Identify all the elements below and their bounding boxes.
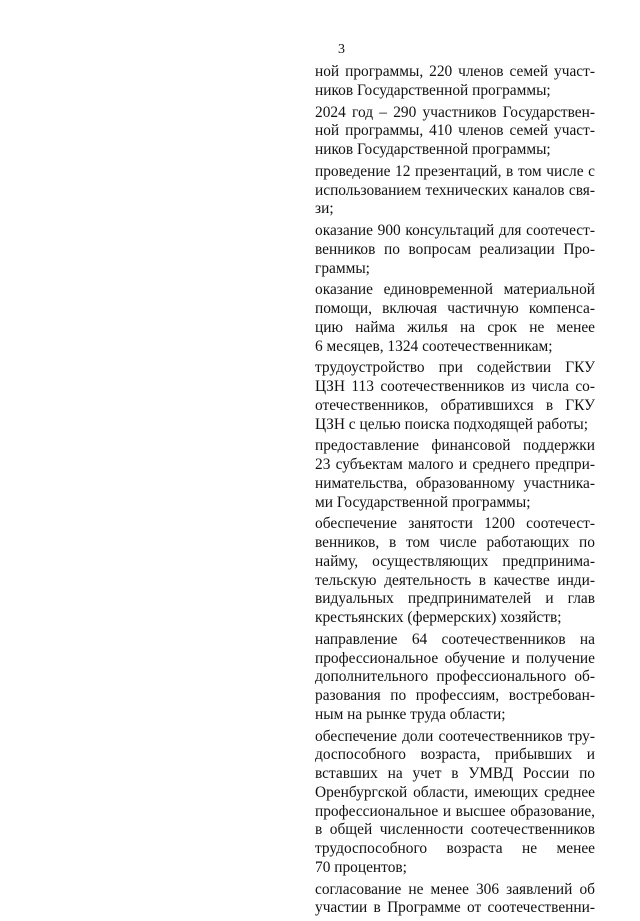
text-line: граммы; [315, 259, 370, 277]
paragraph [315, 63, 595, 101]
text-line: профессиональное обучение и получение [315, 649, 595, 667]
text-line: венников, в том числе работающих по [315, 534, 595, 551]
text-line: доспособного возраста, прибывших и [315, 746, 595, 764]
text-line: венников по вопросам реализации Про- [315, 240, 595, 258]
paragraph [315, 222, 595, 278]
text-line: нимательства, образованному участника- [315, 474, 595, 492]
text-line: дополнительного профессионального об- [315, 668, 595, 686]
text-line: Оренбургской области, имеющих среднее [315, 783, 595, 801]
text-line: ной программы, 220 членов семей участ- [315, 63, 595, 80]
text-line: участии в Программе от соотечественни- [315, 899, 595, 917]
text-line: оказание 900 консультаций для соотечест- [315, 222, 595, 239]
paragraph [315, 728, 595, 878]
text-line: согласование не менее 306 заявлений об [315, 880, 595, 898]
text-line: ной программы, 410 членов семей участ- [315, 122, 595, 140]
text-line: 70 процентов; [315, 858, 407, 876]
text-line: обеспечение занятости 1200 соотечест- [315, 515, 595, 533]
text-line: найму, осуществляющих предпринима- [315, 552, 595, 570]
paragraph [315, 515, 595, 628]
text-line: использованием технических каналов свя- [315, 181, 595, 199]
text-line: обеспечение доли соотечественников тру- [315, 727, 595, 745]
paragraph [315, 631, 595, 725]
text-line: проведение 12 презентаций, в том числе с [315, 162, 595, 180]
text-line: видуальных предпринимателей и глав [315, 590, 595, 608]
text-line: оказание единовременной материальной [315, 281, 595, 299]
text-line: в общей численности соотечественников [315, 821, 595, 839]
text-line: разования по профессиям, востребован- [315, 687, 595, 704]
paragraph [315, 359, 595, 434]
body-text [315, 63, 595, 921]
text-line: 2024 год – 290 участников Государствен- [315, 103, 595, 121]
text-line: профессиональное и высшее образование, [315, 802, 595, 820]
page-number: 3 [338, 42, 345, 57]
text-line: крестьянских (фермерских) хозяйств; [315, 609, 562, 626]
paragraph [315, 163, 595, 219]
text-line: зи; [315, 200, 334, 218]
text-line: 23 субъектам малого и среднего предпри- [315, 456, 595, 473]
text-line: направление 64 соотечественников на [315, 630, 595, 648]
text-line: вставших на учет в УМВД России по [315, 765, 595, 782]
paragraph [315, 881, 595, 919]
text-line: ным на рынке труда области; [315, 705, 506, 723]
text-line: ЦЗН 113 соотечественников из числа со- [315, 378, 595, 395]
text-line: тельскую деятельность в качестве инди- [315, 571, 595, 589]
text-line: трудоустройство при содействии ГКУ [315, 359, 595, 377]
text-line: цию найма жилья на срок не менее [315, 318, 595, 336]
paragraph [315, 104, 595, 160]
paragraph [315, 281, 595, 356]
text-line: 6 месяцев, 1324 соотечественникам; [315, 337, 553, 355]
text-line: отечественников, обратившихся в ГКУ [315, 396, 595, 414]
text-line: ми Государственной программы; [315, 493, 531, 511]
text-line: помощи, включая частичную компенса- [315, 300, 595, 317]
text-line: предоставление финансовой поддержки [315, 437, 595, 455]
text-line: ников Государственной программы; [315, 81, 551, 99]
paragraph [315, 437, 595, 512]
text-line: ников Государственной программы; [315, 141, 551, 158]
text-line: ЦЗН с целью поиска подходящей работы; [315, 415, 589, 433]
text-line: трудоспособного возраста не менее [315, 840, 595, 857]
